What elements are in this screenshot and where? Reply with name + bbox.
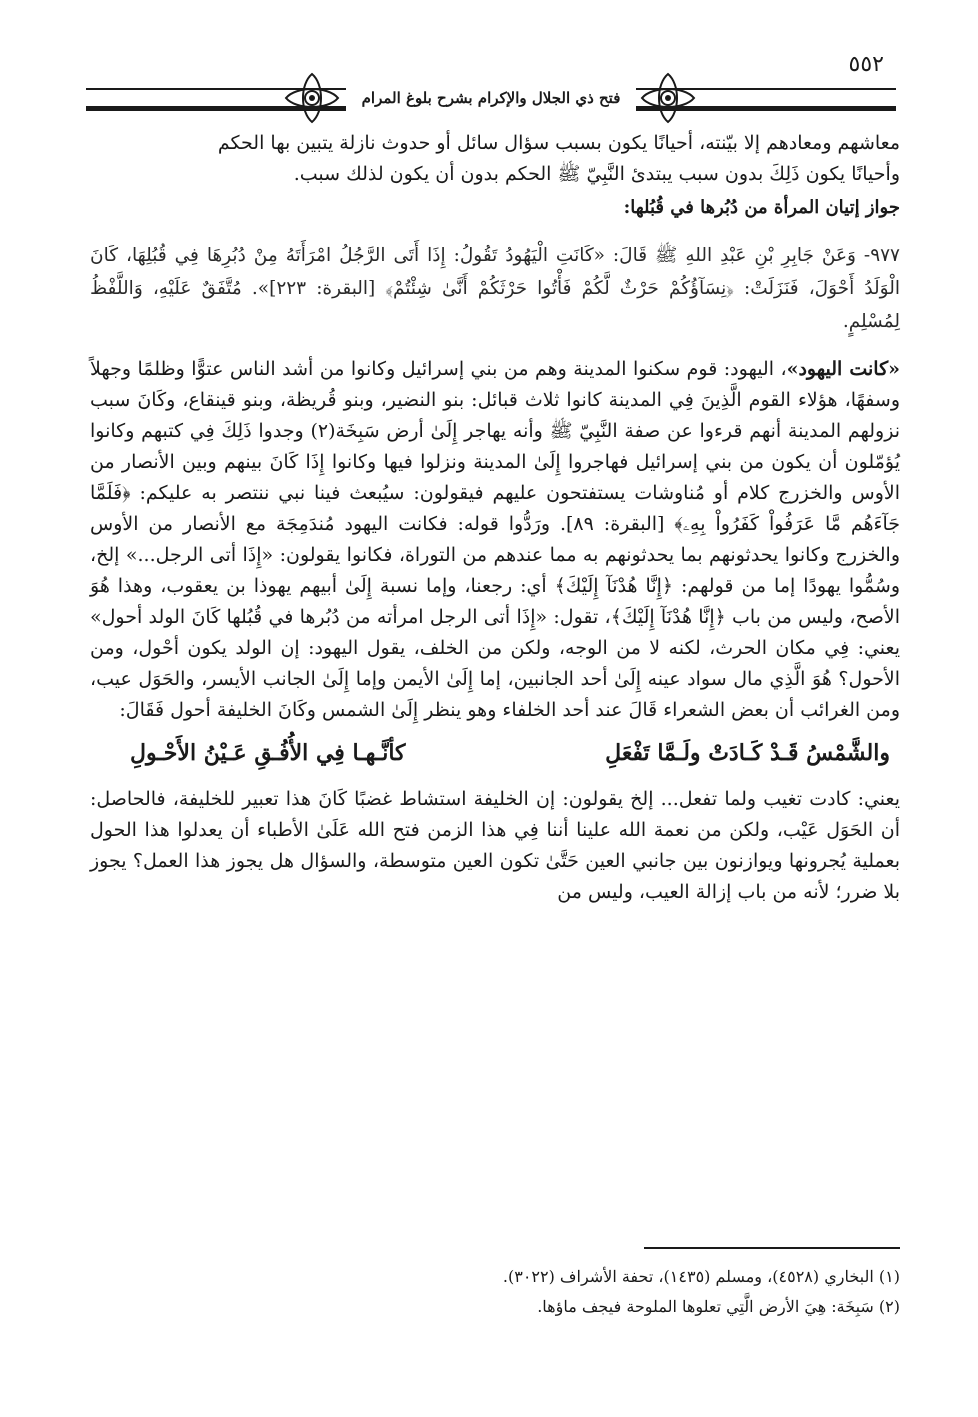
footnote-separator (644, 1247, 900, 1249)
footnote: (٢) سَبِخَة: هِيَ الأرض الَّتِي تعلوها الملوحة فيجف ماؤها. (537, 1297, 900, 1316)
verse-first-hemistich: والشَّمْسُ قَـدْ كَـادَتْ ولَـمَّا تَفْعَلِ (605, 740, 890, 766)
ornament-left-icon (280, 70, 344, 126)
ornament-right-icon (636, 70, 700, 126)
commentary-paragraph: يعني: كادت تغيب ولما تفعل... إلخ يقولون: إن الخليفة استشاط غضبًا كَانَ هذا تعبير للخليفة، فالحاصل: أن الحَوَل عَيْب، ولكن من نعمة الله علينا أننا فِي هذا الزمن فتح الله عَلَىٰ الأطباء أن يعدلوا هذا الحول بعملية يُجرونها ويوازنون بين جانبي العين حَتَّىٰ تكون العين متوسطة، والسؤال هل يجوز هذا العمل؟ يجوز بلا ضرر؛ لأنه من باب إزالة العيب، وليس من (90, 788, 900, 903)
footnote: (١) البخاري (٤٥٢٨)، ومسلم (١٤٣٥)، تحفة الأشراف (٣٠٢٢). (502, 1267, 900, 1286)
intro-line: معاشهم ومعادهم إلا بيّنته، أحيانًا يكون بسبب سؤال سائل أو حدوث نازلة يتبين بها الحكم (217, 132, 900, 154)
page-number: ٥٥٢ (848, 52, 884, 77)
book-title: فتح ذي الجلال والإكرام بشرح بلوغ المرام (346, 84, 636, 112)
commentary-text: ، اليهود: قوم سكنوا المدينة وهم من بني إسرائيل وكانوا من أشد الناس عتوًّا وظلمًا وجهلاً وسفهًا، هؤلاء القوم الَّذِينَ فِي المدينة كانوا ثلاث قبائل: بنو النضير، وبنو قُريظة، وبنو قينقاع، وكَانَ سبب نزولهم المدينة أنهم قرءوا عن صفة النَّبِيّ ﷺ وأنه يهاجر إِلَىٰ أرض سَبِخَة(٢) وجدوا ذَلِكَ فِي كتبهم وكانوا يُؤمّلون أن يكون من بني إسرائيل فهاجروا إِلَىٰ المدينة ونزلوا فيها وكانوا إِذَا كَانَ بينهم وبين الأنصار من الأوس والخزرج كلام أو مُناوشات يستفتحون عليهم فيقولون: سيُبعث فينا نبي ننتصر به عليكم: ﴿فَلَمَّا جَآءَهُم مَّا عَرَفُواْ كَفَرُواْ بِهِۦ﴾ [البقرة: ٨٩]. ورَدُّوا قوله: فكانت اليهود مُندَمِجَة مع الأنصار من الأوس والخزرج وكانوا يحدثونهم بما يحدثونهم به مما عندهم من التوراة، فكانوا يقولون: «إِذَا أتى الرجل...» إلخ، وسُمُّوا يهودًا إما من قولهم: ﴿إِنَّا هُدْنَآ إِلَيْكَ﴾ أي: رجعنا، وإما نسبة إِلَىٰ أبيهم يهوذا بن يعقوب، وهذا هُوَ الأصح، وليس من باب ﴿إِنَّا هُدْنَآ إِلَيْكَ﴾، تقول: «إِذَا أتى الرجل امرأته من دُبُرها في قُبُلها كَانَ الولد أحول» يعني: فِي مكان الحرث، لكنه لا من الوجه، ولكن من الخلف، يقول اليهود: إن الولد يكون أحْول، ومن الأحول؟ هُوَ الَّذِي مال سواد عينه إِلَىٰ أحد الجانبين، إما إِلَىٰ الأيمن وإما إِلَىٰ الجانب الأيسر، والحَوَل عيب، ومن الغرائب أن بعض الشعراء قَالَ عند أحد الخلفاء وهو ينظر إِلَىٰ الشمس وكَانَ الخليفة أحول فَقَالَ: (90, 358, 901, 721)
section-heading: جواز إتيان المرأة من دُبُرها في قُبُلها: (623, 197, 900, 218)
commentary-paragraph (90, 354, 900, 726)
verse-second-hemistich: كأنَّـهـا فِي الأُفُـقِ عَـيْنُ الأَحْـولِ (130, 740, 406, 766)
hadith-text: ٩٧٧- وَعَنْ جَابِرِ بْنِ عَبْدِ اللهِ ﷺ قَالَ: «كَانَتِ الْيَهُودُ تَقُولُ: إِذَا أَتَى الرَّجُلُ امْرَأَتَهُ مِنْ دُبُرِهَا فِي قُبُلِهَا، كَانَ الْوَلَدُ أَحْوَلَ، فَنَزَلَتْ: ﴿نِسَآؤُكُمْ حَرْثٌ لَّكُمْ فَأْتُوا حَرْثَكُمْ أَنَّىٰ شِئْتُمْ﴾ [البقرة: ٢٢٣]». مُتَّفَقٌ عَلَيْهِ، وَاللَّفْظُ لِمُسْلِمٍ. (90, 245, 901, 332)
intro-line: وأحيانًا يكون ذَلِكَ بدون سبب يبتدئ النَّبِيّ ﷺ الحكم بدون أن يكون لذلك سبب. (293, 163, 900, 185)
main-text (90, 128, 900, 908)
commentary-lead: «كانت اليهود» (786, 358, 900, 380)
page-header (86, 70, 896, 126)
footnotes (90, 1262, 900, 1322)
poetry-verse (90, 726, 900, 770)
